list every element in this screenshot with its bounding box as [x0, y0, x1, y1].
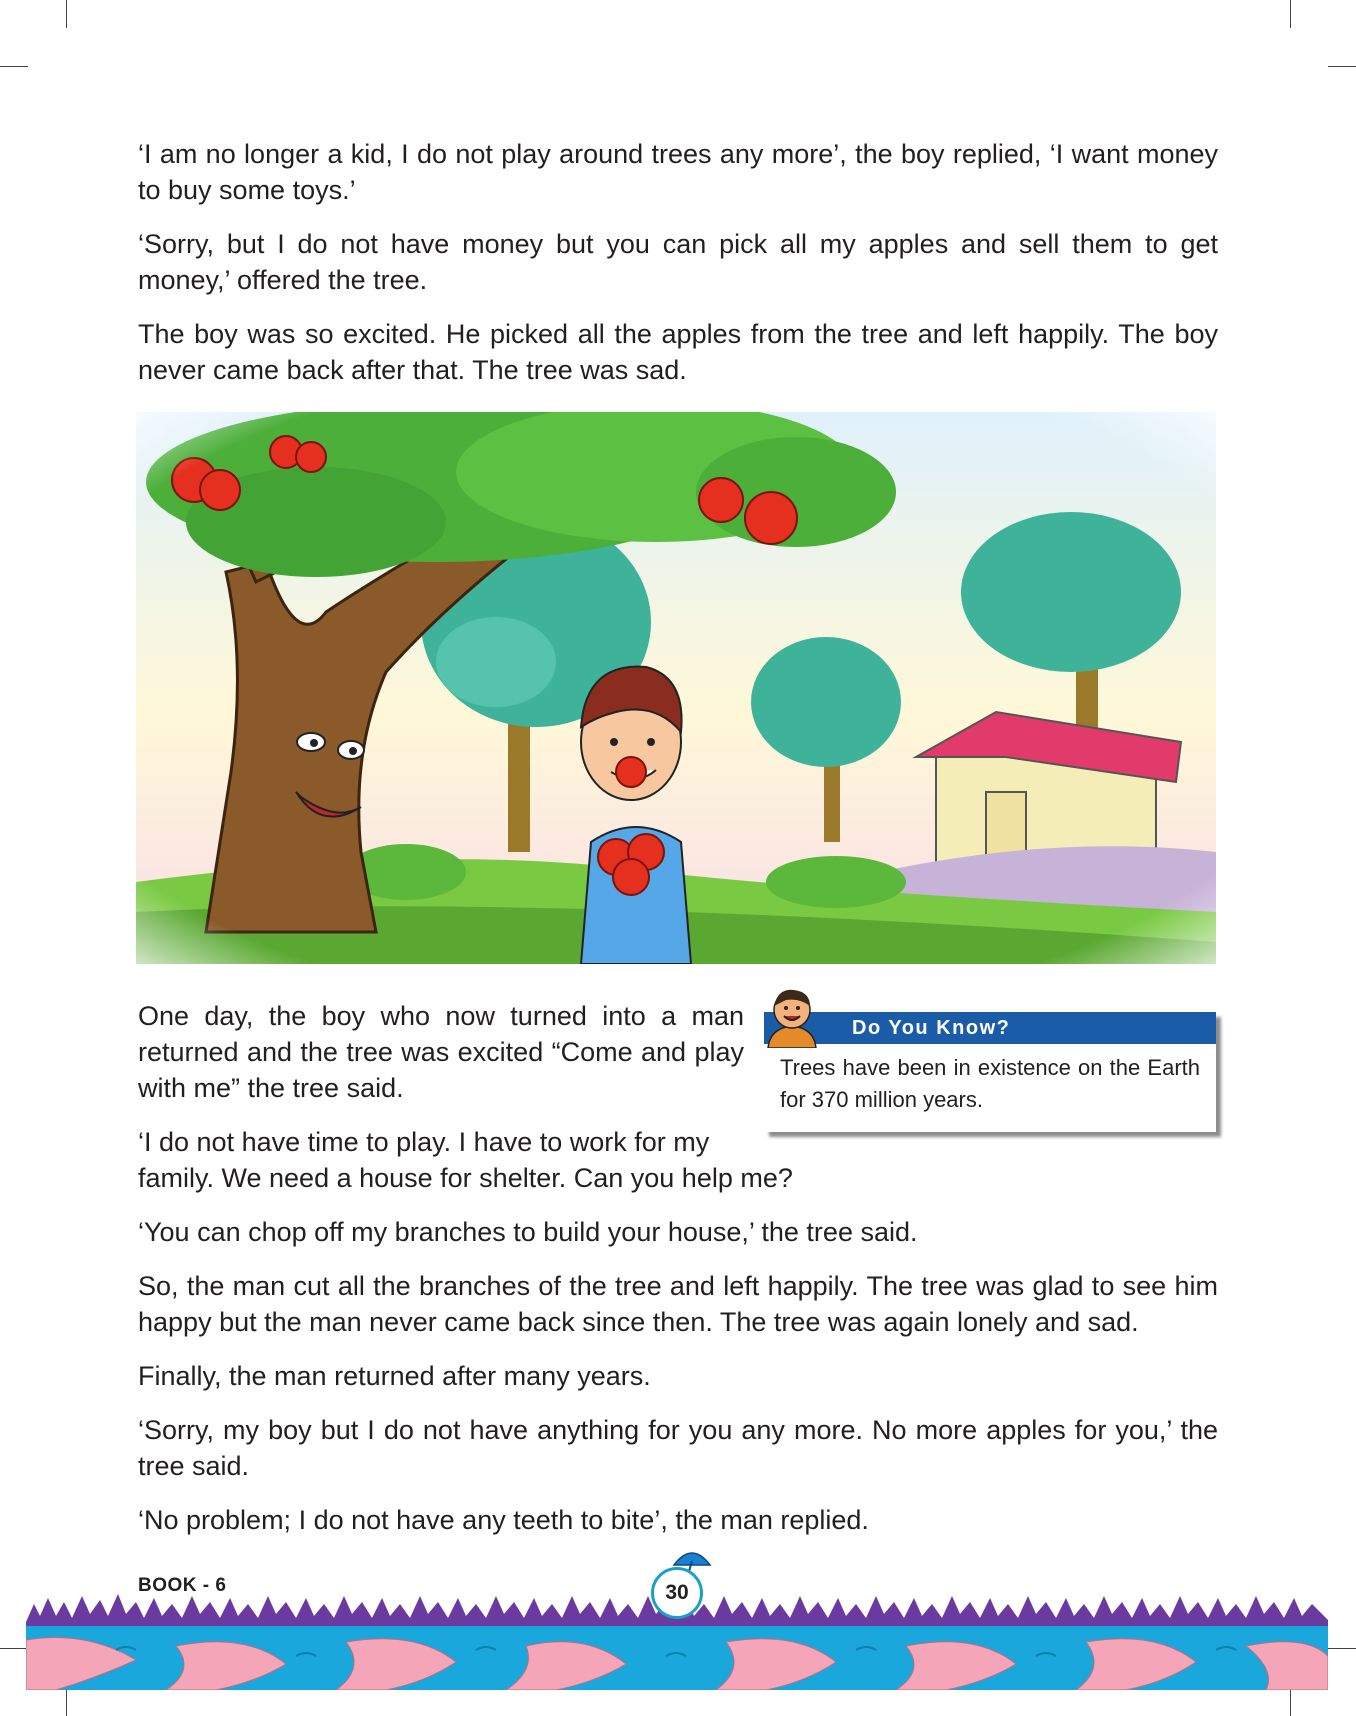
story-paragraph: ‘I do not have time to play. I have to work for my	[138, 1127, 710, 1157]
crop-mark	[66, 1688, 67, 1716]
story-paragraph: ‘Sorry, my boy but I do not have anything for you any more. No more apples for you,’ the tree said.	[138, 1415, 1218, 1481]
kid-mascot-icon	[758, 984, 828, 1048]
do-you-know-text: Trees have been in existence on the Earth for 370 million years.	[780, 1055, 1200, 1112]
story-paragraph: The boy was so excited. He picked all the apples from the tree and left happily. The boy never came back after that. The tree was sad.	[138, 319, 1218, 385]
story-paragraph: Finally, the man returned after many years.	[138, 1361, 651, 1391]
crop-mark	[1328, 66, 1356, 67]
crop-mark	[66, 0, 67, 28]
story-paragraph: family. We need a house for shelter. Can you help me?	[138, 1163, 793, 1193]
crop-mark	[1290, 1688, 1291, 1716]
story-paragraph: One day, the boy who now turned into a man returned and the tree was excited “Come and play with me” the tree said.	[138, 1001, 744, 1103]
story-paragraph: ‘No problem; I do not have any teeth to bite’, the man replied.	[138, 1505, 869, 1535]
story-illustration	[136, 412, 1216, 964]
crop-mark	[1290, 0, 1291, 28]
crop-mark	[1328, 1648, 1356, 1649]
do-you-know-box	[764, 1012, 1216, 1132]
story-paragraph: ‘Sorry, but I do not have money but you can pick all my apples and sell them to get money,’ offered the tree.	[138, 229, 1218, 295]
story-paragraph: ‘You can chop off my branches to build your house,’ the tree said.	[138, 1217, 918, 1247]
do-you-know-title: Do You Know?	[764, 1012, 1216, 1044]
crop-mark	[0, 66, 28, 67]
page-number: 30	[651, 1567, 703, 1619]
crop-mark	[0, 1648, 28, 1649]
story-paragraph: So, the man cut all the branches of the tree and left happily. The tree was glad to see him happy but the man never came back since then. The tree was again lonely and sad.	[138, 1271, 1218, 1337]
book-label: BOOK - 6	[138, 1575, 227, 1596]
story-paragraph: ‘I am no longer a kid, I do not play around trees any more’, the boy replied, ‘I want money to buy some toys.’	[138, 139, 1218, 205]
